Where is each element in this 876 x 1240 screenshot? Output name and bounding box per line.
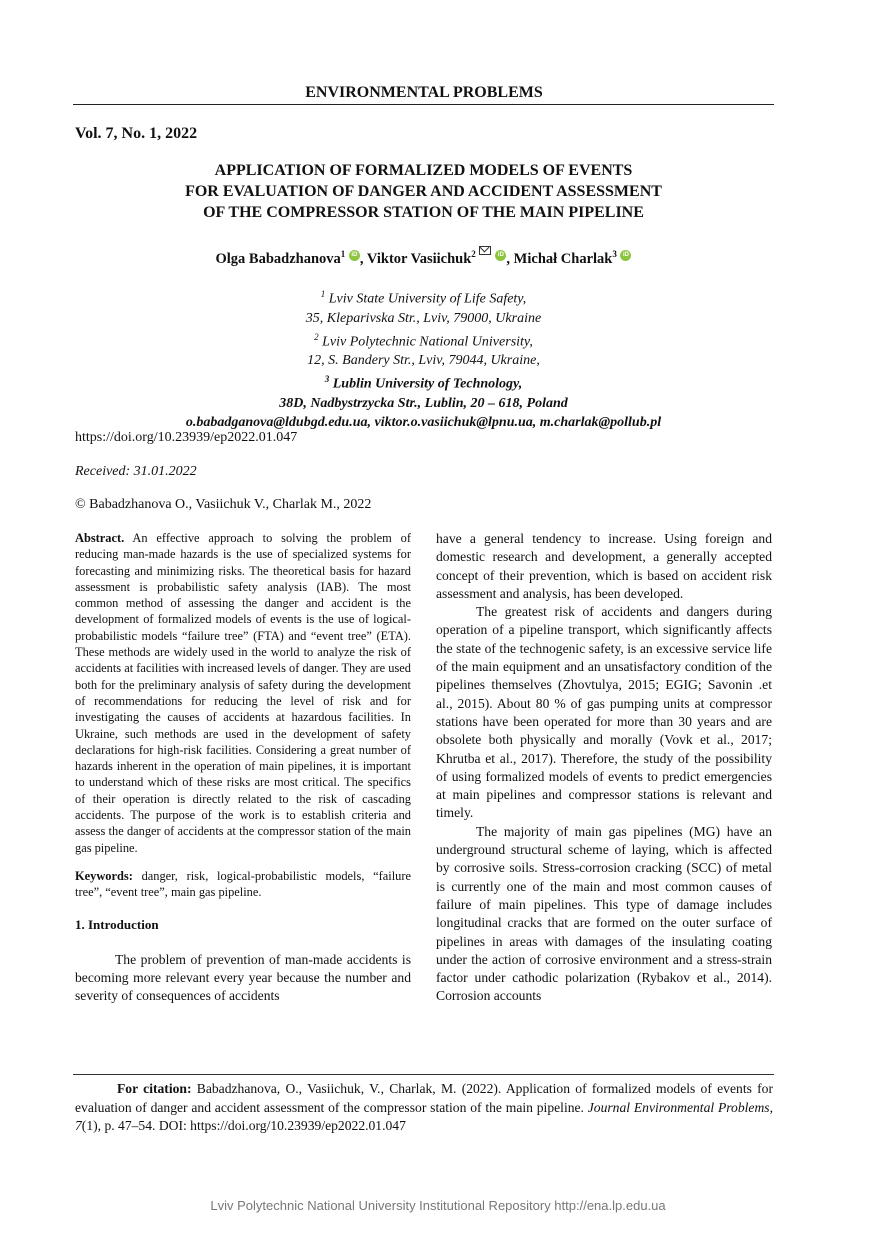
citation-block xyxy=(75,1080,773,1136)
affil-sup: 2 xyxy=(314,331,319,342)
orcid-icon[interactable]: iD xyxy=(349,250,360,261)
keywords xyxy=(75,868,411,901)
body-paragraph: The greatest risk of accidents and dangers during operation of a pipeline transport, which significantly affects the state of the technogenic safety, is an excessive service life of the main equipment and an unsatisfactory condition of the pipelines themselves (Zhovtulya, 2015; EGIG; Savonin .et al., 2015). About 80 % of gas pumping units at compressor stations have been operated for more than 30 years and are obsolete both physically and morally (Vovk et al., 2017; Khrutba et al., 2017). Therefore, the study of the possibility of using formalized models of events to predict emergencies at main pipelines and compressor stations is relevant and timely. xyxy=(436,604,772,821)
paper-title xyxy=(73,160,774,223)
author-emails[interactable]: o.babadganova@ldubgd.edu.ua, viktor.o.vasiichuk@lpnu.ua, m.charlak@pollub.pl xyxy=(185,414,662,430)
body-paragraph: The majority of main gas pipelines (MG) have an underground structural scheme of laying, which is affected by corrosive soils. Stress-corrosion cracking (SCC) of metal is currently one of the main and most common causes of failure of main pipelines. This type of damage includes longitudinal cracks that are formed on the outer surface of pipelines in areas with damages of the insulating coating under the action of corrosive environment and a stress-strain factor under cathodic polarization (Rybakov et al., 2014). Corrosion accounts xyxy=(436,823,772,1004)
citation-comma: , xyxy=(769,1099,773,1115)
abstract-text: An effective approach to solving the problem of reducing man-made hazards is the use of specialized systems for forecasting and minimizing risks. The theoretical basis for hazard assessment is probabilistic safety analysis (IAB). The most common method of assessing the danger and accident is the development of formalized models of events is the use of logical-probabilistic models “failure tree” (FTA) and “event tree” (ETA). These methods are widely used in the world to analyze the risk of accidents at facilities with increased levels of danger. They are used both for the preliminary analysis of safety during the development of recommendations for reducing the level of risk and for investigating the causes of accidents at hazardous facilities. In Ukraine, such methods are used in the development of safety declarations for high-risk facilities. Considering a great number of hazards inherent in the operation of main pipelines, it is important to understand which of these risks are most critical. The specifics of their operation is directly related to the risk of cascading accidents. The purpose of the work is to establish criteria and assess the danger of accidents at the compressor station of the main gas pipeline. xyxy=(75,531,411,855)
affil-name: Lublin University of Technology, xyxy=(332,376,523,392)
keywords-text: danger, risk, logical-probabilistic models, “failure tree”, “event tree”, main gas pipeline. xyxy=(75,868,411,900)
citation-volume: 7 xyxy=(75,1118,82,1133)
right-column xyxy=(436,530,772,1006)
affil-address: 38D, Nadbystrzycka Str., Lublin, 20 – 618, Poland xyxy=(279,395,568,411)
affiliations xyxy=(73,285,774,432)
body-paragraph: have a general tendency to increase. Using foreign and domestic research and development, a generally accepted concept of their prevention, which is based on accident risk assessment and analysis, has been developed. xyxy=(436,531,772,601)
author-name: Olga Babadzhanova xyxy=(215,251,341,267)
received-date: Received: 31.01.2022 xyxy=(75,464,197,479)
author-name: Michał Charlak xyxy=(513,251,613,267)
title-line: APPLICATION OF FORMALIZED MODELS OF EVENTS xyxy=(214,162,633,179)
volume-info: Vol. 7, No. 1, 2022 xyxy=(75,125,198,142)
repository-footer[interactable]: Lviv Polytechnic National University Institutional Repository http://ena.lp.edu.ua xyxy=(210,1198,666,1213)
affil-address: 35, Kleparivska Str., Lviv, 79000, Ukraine xyxy=(305,310,542,326)
abstract-label: Abstract. xyxy=(75,531,125,545)
author-name: Viktor Vasiichuk xyxy=(366,251,472,267)
abstract xyxy=(75,530,411,856)
left-column xyxy=(75,530,411,1006)
orcid-icon[interactable]: iD xyxy=(495,250,506,261)
citation-journal: Journal Environmental Problems xyxy=(587,1099,770,1115)
citation-label: For citation: xyxy=(117,1081,192,1096)
envelope-icon[interactable] xyxy=(479,246,491,255)
keywords-label: Keywords: xyxy=(75,868,133,883)
title-line: OF THE COMPRESSOR STATION OF THE MAIN PIPELINE xyxy=(203,204,644,221)
affil-name: Lviv Polytechnic National University, xyxy=(322,334,533,350)
author-list: Olga Babadzhanova$^1$ iD , Viktor Vasiichuk$^2$ iD , Michał Charlak$^3$ iD xyxy=(73,246,774,268)
journal-name: ENVIRONMENTAL PROBLEMS xyxy=(305,84,543,101)
header-rule xyxy=(73,104,774,105)
copyright: © Babadzhanova O., Vasiichuk V., Charlak M., 2022 xyxy=(75,497,372,512)
author-sup: 2 xyxy=(471,249,476,260)
affil-sup: 3 xyxy=(324,374,330,385)
citation-tail: (1), p. 47–54. DOI: https://doi.org/10.23939/ep2022.01.047 xyxy=(81,1118,406,1133)
author-sup: 1 xyxy=(340,249,346,260)
author-sup: 3 xyxy=(612,249,617,260)
section-heading: 1. Introduction xyxy=(75,916,159,932)
intro-paragraph: The problem of prevention of man-made accidents is becoming more relevant every year because the number and severity of consequences of accidents xyxy=(75,951,411,1004)
affil-address: 12, S. Bandery Str., Lviv, 79044, Ukraine, xyxy=(307,353,540,369)
citation-text: Babadzhanova, O., Vasiichuk, V., Charlak, M. (2022). Application of formalized models of events for evaluation of danger and accident assessment of the compressor station of the main pipeline. xyxy=(75,1081,773,1115)
orcid-icon[interactable]: iD xyxy=(620,250,631,261)
title-line: FOR EVALUATION OF DANGER AND ACCIDENT ASSESSMENT xyxy=(185,183,662,200)
citation-rule xyxy=(73,1074,774,1075)
affil-name: Lviv State University of Life Safety, xyxy=(328,291,527,307)
affil-sup: 1 xyxy=(320,289,326,299)
doi-link[interactable]: https://doi.org/10.23939/ep2022.01.047 xyxy=(75,430,298,445)
